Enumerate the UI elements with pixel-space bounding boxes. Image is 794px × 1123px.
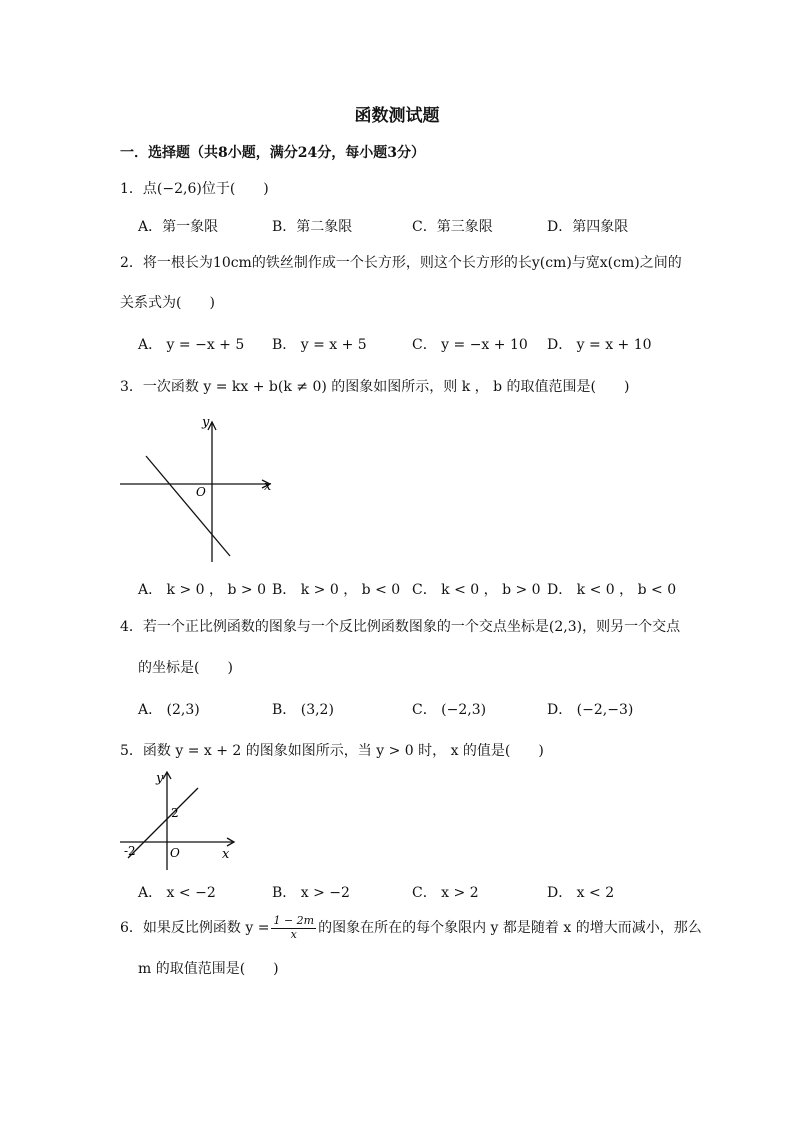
question-6-stem-line1 xyxy=(120,914,702,942)
question-4-option-a: A． (2,3) xyxy=(138,702,200,718)
question-4-option-c: C． (−2,3) xyxy=(412,702,487,718)
question-1-option-a: A．第一象限 xyxy=(138,219,219,235)
question-1-option-c: C．第三象限 xyxy=(412,219,493,235)
x-axis-label: x xyxy=(264,479,272,494)
question-3-option-d: D． k < 0 ， b < 0 xyxy=(547,582,677,598)
question-3-option-b: B． k > 0 ， b < 0 xyxy=(272,582,401,598)
question-5-option-d: D． x < 2 xyxy=(547,885,615,901)
question-2-option-c: C． y = −x + 10 xyxy=(412,337,528,353)
question-5-stem: 5．函数 y = x + 2 的图象如图所示，当 y > 0 时， x 的值是( ) xyxy=(120,743,544,759)
question-5-option-a: A． x < −2 xyxy=(138,885,216,901)
y-axis-label: y xyxy=(202,415,210,430)
question-3-option-c: C． k < 0 ， b > 0 xyxy=(412,582,541,598)
question-2-option-d: D． y = x + 10 xyxy=(547,337,652,353)
question-2-option-a: A． y = −x + 5 xyxy=(138,337,245,353)
question-3-option-a: A． k > 0 ， b > 0 xyxy=(138,582,266,598)
fraction-numerator: 1 − 2m xyxy=(273,914,315,928)
question-3-graph xyxy=(112,410,282,570)
question-1-option-b: B．第二象限 xyxy=(272,219,353,235)
question-4-option-b: B． (3,2) xyxy=(272,702,334,718)
page-title: 函数测试题 xyxy=(354,106,440,126)
question-2-stem-line1: 2．将一根长为10cm的铁丝制作成一个长方形，则这个长方形的长y(cm)与宽x(cm)之间的 xyxy=(120,255,682,271)
origin-label: O xyxy=(170,846,180,860)
question-6-stem-line2: m 的取值范围是( ) xyxy=(138,961,279,977)
question-3-stem: 3．一次函数 y = kx + b(k ≠ 0) 的图象如图所示，则 k ， b 的取值范围是( ) xyxy=(120,379,630,395)
question-6-stem-before: 6．如果反比例函数 y = xyxy=(120,920,270,936)
question-4-option-d: D． (−2,−3) xyxy=(547,702,634,718)
x-intercept-label: -2 xyxy=(124,844,136,858)
question-5-option-c: C． x > 2 xyxy=(412,885,479,901)
question-4-stem-line1: 4．若一个正比例函数的图象与一个反比例函数图象的一个交点坐标是(2,3)，则另一个交点 xyxy=(120,619,681,635)
x-axis-label: x xyxy=(222,847,230,862)
y-intercept-label: 2 xyxy=(171,806,179,820)
question-1-option-d: D．第四象限 xyxy=(547,219,629,235)
question-4-stem-line2: 的坐标是( ) xyxy=(138,660,233,676)
question-2-stem-line2: 关系式为( ) xyxy=(120,295,215,311)
question-2-option-b: B． y = x + 5 xyxy=(272,337,367,353)
origin-label: O xyxy=(196,485,206,499)
question-5-option-b: B． x > −2 xyxy=(272,885,350,901)
question-1-stem: 1．点(−2,6)位于( ) xyxy=(120,181,269,197)
question-6-fraction xyxy=(271,915,316,940)
y-axis-label: y xyxy=(156,771,164,786)
fraction-denominator: x xyxy=(290,927,297,941)
question-6-stem-after: 的图象在所在的每个象限内 y 都是随着 x 的增大而减小，那么 xyxy=(318,920,702,936)
function-line xyxy=(128,788,198,858)
function-line xyxy=(146,456,230,556)
section-heading: 一．选择题（共8小题，满分24分，每小题3分） xyxy=(120,145,425,161)
question-5-graph xyxy=(114,766,244,876)
